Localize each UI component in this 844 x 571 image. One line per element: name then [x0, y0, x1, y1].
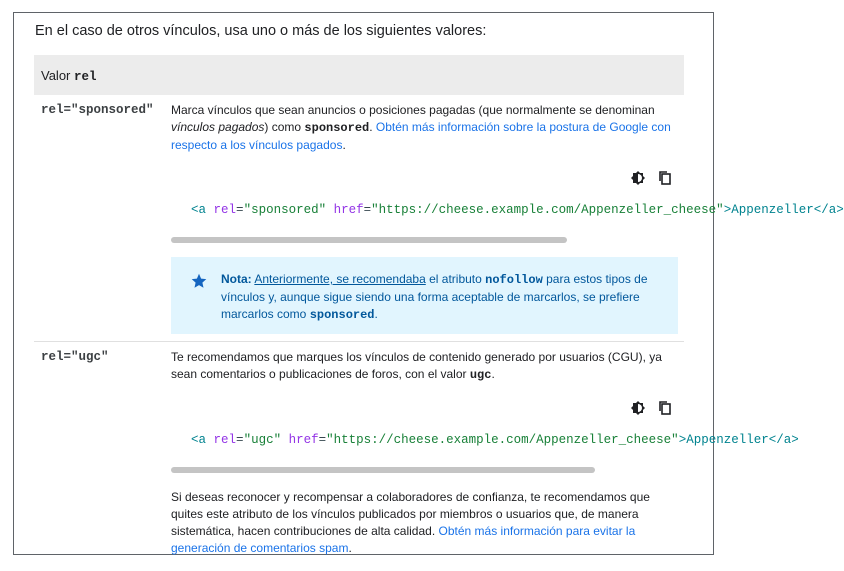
- dark-mode-icon[interactable]: [630, 170, 646, 186]
- desc-sponsored: [171, 102, 681, 154]
- code-attr: href: [288, 433, 319, 447]
- code-sample-ugc: <a rel="ugc" href="https://cheese.example.com/Appenzeller_cheese">Appenzeller</a>: [191, 433, 799, 447]
- note-text-part: .: [374, 307, 378, 321]
- header-label-text: Valor: [41, 68, 71, 83]
- code-tag: >Appenzeller</a>: [678, 433, 799, 447]
- code-scrollbar[interactable]: [171, 237, 567, 243]
- desc-code: ugc: [469, 368, 492, 382]
- code-string: "https://cheese.example.com/Appenzeller_cheese": [326, 433, 679, 447]
- header-label-code: rel: [74, 70, 97, 84]
- code-attr: rel: [213, 433, 237, 447]
- code-attr: href: [333, 203, 364, 217]
- spam-comments-link[interactable]: Obtén más información para evitar la generación de comentarios spam: [171, 524, 636, 555]
- copy-icon[interactable]: [657, 400, 673, 416]
- desc-text: .: [342, 138, 346, 152]
- attr-ugc: rel="ugc": [41, 350, 109, 364]
- dark-mode-icon[interactable]: [630, 400, 646, 416]
- desc-code: sponsored: [304, 121, 370, 135]
- code-tag: <a: [191, 433, 207, 447]
- row-divider: [34, 341, 684, 342]
- desc-text: Si deseas reconocer y recompensar a colaboradores de confianza, te recomendamos que quites este atributo de los vínculos publicados por miembros o usuarios que, de manera sistemática, hacen contribuciones de alta calidad.: [171, 490, 650, 538]
- star-icon: [191, 273, 207, 294]
- code-scrollbar[interactable]: [171, 467, 595, 473]
- attr-sponsored: rel="sponsored": [41, 103, 154, 117]
- intro-text: En el caso de otros vínculos, usa uno o más de los siguientes valores:: [35, 23, 487, 39]
- desc-text: .: [348, 541, 352, 555]
- desc-text: Marca vínculos que sean anuncios o posiciones pagadas (que normalmente se denominan: [171, 103, 655, 117]
- note-callout: [171, 257, 678, 334]
- note-text-part: para estos tipos de vínculos y, aunque sigue siendo una forma aceptable de marcarlos, se prefiere marcarlos como: [221, 272, 648, 321]
- table-header-label: [41, 68, 97, 84]
- copy-icon[interactable]: [657, 170, 673, 186]
- code-string: "sponsored": [243, 203, 327, 217]
- code-tag: >Appenzeller</a>: [723, 203, 844, 217]
- code-attr: rel: [213, 203, 237, 217]
- note-code: nofollow: [485, 273, 543, 287]
- desc-text: .: [369, 120, 376, 134]
- desc-emphasis: vínculos pagados: [171, 120, 265, 134]
- code-string: "https://cheese.example.com/Appenzeller_cheese": [371, 203, 724, 217]
- desc-text: .: [491, 367, 495, 381]
- note-label: Nota:: [221, 272, 252, 286]
- desc-text: Te recomendamos que marques los vínculos de contenido generado por usuarios (CGU), ya sean comentarios o publicaciones de foros, con el valor: [171, 350, 662, 381]
- table-header: [34, 55, 684, 95]
- code-tag: <a: [191, 203, 207, 217]
- desc-ugc: [171, 349, 681, 384]
- ugc-followup-text: [171, 489, 681, 557]
- note-code: sponsored: [309, 308, 375, 322]
- note-text: [221, 271, 661, 324]
- code-sample-sponsored: <a rel="sponsored" href="https://cheese.example.com/Appenzeller_cheese">Appenzeller</a>: [191, 203, 844, 217]
- paid-links-link[interactable]: Obtén más información sobre la postura de Google con respecto a los vínculos pagados: [171, 120, 671, 152]
- note-text-part: el atributo: [425, 272, 486, 286]
- code-string: "ugc": [243, 433, 282, 447]
- note-link[interactable]: Anteriormente, se recomendaba: [254, 272, 426, 286]
- content-frame: [13, 12, 844, 555]
- desc-text: ) como: [264, 120, 305, 134]
